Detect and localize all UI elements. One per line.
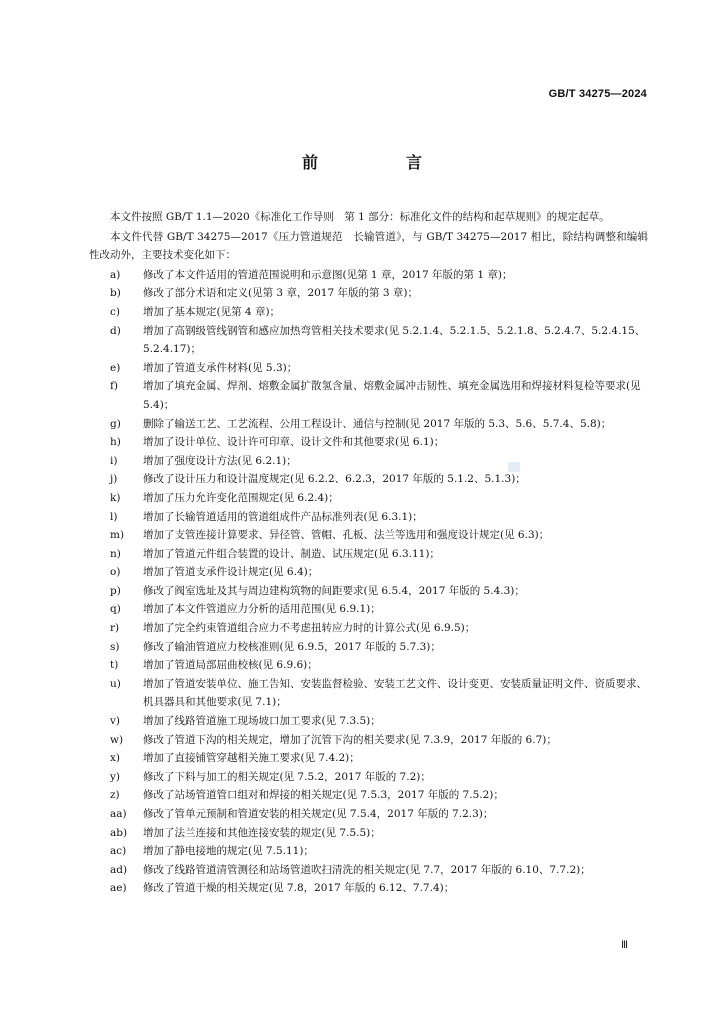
- list-item: [110, 600, 648, 619]
- list-item-label: ac): [110, 845, 127, 858]
- list-item: [110, 805, 648, 824]
- list-item-text: 增加了长输管道适用的管道组成件产品标准列表(见 6.3.1)；: [143, 510, 423, 523]
- list-item-label: g): [110, 417, 121, 430]
- list-item: [110, 675, 648, 712]
- list-item-text: 增加了管道安装单位、施工告知、安装监督检验、安装工艺文件、设计变更、安装质量证明文件、资质要求、机具器具和其他要求(见 7.1)；: [143, 677, 647, 709]
- list-item-label: q): [110, 603, 121, 616]
- list-item-text: 增加了管道元件组合装置的设计、制造、试压规定(见 6.3.11)；: [143, 547, 440, 560]
- list-item: [110, 545, 648, 564]
- list-item-label: v): [110, 715, 121, 728]
- list-item: [110, 359, 648, 378]
- list-item: [110, 749, 648, 768]
- list-item-text: 增加了法兰连接和其他连接安装的规定(见 7.5.5)；: [143, 826, 381, 839]
- list-item-label: ab): [110, 826, 128, 839]
- list-item-text: 增加了本文件管道应力分析的适用范围(见 6.9.1)；: [143, 603, 381, 616]
- list-item-label: j): [110, 473, 118, 486]
- list-item-label: a): [110, 268, 121, 281]
- list-item: [110, 489, 648, 508]
- list-item-text: 修改了阀室选址及其与周边建构筑物的间距要求(见 6.5.4，2017 年版的 5.4.3)；: [143, 584, 525, 597]
- list-item-text: 增加了线路管道施工现场坡口加工要求(见 7.3.5)；: [143, 715, 381, 728]
- list-item: [110, 824, 648, 843]
- list-item-text: 增加了基本规定(见第 4 章)；: [143, 305, 281, 318]
- list-item: [110, 508, 648, 527]
- list-item-text: 增加了静电接地的规定(见 7.5.11)；: [143, 845, 314, 858]
- list-item-text: 修改了管道下沟的相关规定，增加了沉管下沟的相关要求(见 7.3.9，2017 年版的 6.7)；: [143, 733, 557, 746]
- list-item: [110, 284, 648, 303]
- list-item-label: z): [110, 789, 120, 802]
- list-item-label: t): [110, 659, 119, 672]
- list-item: [110, 712, 648, 731]
- list-item-label: ad): [110, 863, 128, 876]
- list-item-text: 增加了压力允许变化范围规定(见 6.2.4)；: [143, 491, 339, 504]
- list-item-text: 修改了下料与加工的相关规定(见 7.5.2，2017 年版的 7.2)；: [143, 770, 431, 783]
- list-item-text: 增加了管道支承件材料(见 5.3)；: [143, 361, 298, 374]
- list-item-text: 增加了完全约束管道组合应力不考虑扭转应力时的计算公式(见 6.9.5)；: [143, 622, 476, 635]
- list-item-label: aa): [110, 808, 127, 820]
- list-item: [110, 470, 648, 489]
- list-item-label: y): [110, 770, 121, 783]
- list-item: [110, 619, 648, 638]
- list-item-label: l): [110, 510, 118, 523]
- change-list: [110, 266, 648, 898]
- list-item-label: e): [110, 361, 121, 374]
- list-item-text: 增加了管道支承件设计规定(见 6.4)；: [143, 566, 319, 579]
- list-item: [110, 731, 648, 750]
- page-number: Ⅲ: [621, 940, 628, 951]
- list-item-label: i): [110, 454, 118, 467]
- list-item-text: 修改了输油管道应力校核准则(见 6.9.5，2017 年版的 5.7.3)；: [143, 640, 441, 653]
- page-title: 前 言: [301, 153, 458, 172]
- list-item-label: u): [110, 677, 121, 690]
- list-item-text: 修改了管道干燥的相关规定(见 7.8，2017 年版的 6.12、7.7.4)；: [143, 882, 455, 895]
- intro-paragraph: 本文件按照 GB/T 1.1—2020《标准化工作导则 第 1 部分：标准化文件的结构和起草规则》的规定起草。: [110, 211, 610, 223]
- list-item-label: b): [110, 287, 121, 300]
- document-body: [89, 208, 648, 898]
- list-item: [110, 415, 648, 434]
- list-item-label: ae): [110, 882, 127, 895]
- list-item-label: w): [110, 733, 124, 746]
- replacement-paragraph: 本文件代替 GB/T 34275—2017《压力管道规范 长输管道》，与 GB/T 34275—2017 相比，除结构调整和编辑性改动外，主要技术变化如下：: [89, 230, 648, 262]
- list-item: [110, 768, 648, 787]
- list-item: [110, 322, 648, 359]
- list-item-text: 删除了输送工艺、工艺流程、公用工程设计、通信与控制(见 2017 年版的 5.3、5.6、5.7.4、5.8)；: [143, 417, 612, 430]
- list-item-label: x): [110, 752, 121, 765]
- list-item: [110, 786, 648, 805]
- list-item: [110, 842, 648, 861]
- list-item-text: 修改了管单元预制和管道安装的相关规定(见 7.5.4，2017 年版的 7.2.3)；: [143, 808, 494, 820]
- list-item-label: s): [110, 640, 120, 653]
- list-item-text: 增加了管道局部屈曲校核(见 6.9.6)；: [143, 659, 318, 672]
- list-item-text: 增加了高钢级管线钢管和感应加热弯管相关技术要求(见 5.2.1.4、5.2.1.5、5.2.1.8、5.2.4.7、5.2.4.15、5.2.4.17)；: [143, 324, 646, 356]
- list-item: [110, 656, 648, 675]
- list-item-label: f): [110, 380, 118, 393]
- list-item: [110, 563, 648, 582]
- list-item: [110, 377, 648, 414]
- list-item: [110, 582, 648, 601]
- list-item: [110, 861, 648, 880]
- list-item-label: k): [110, 491, 121, 504]
- list-item: [110, 433, 648, 452]
- list-item: [110, 266, 648, 285]
- list-item-text: 修改了站场管道管口组对和焊接的相关规定(见 7.5.3，2017 年版的 7.5.2)；: [143, 789, 504, 802]
- list-item-text: 修改了部分术语和定义(见第 3 章，2017 年版的第 3 章)；: [143, 287, 418, 300]
- list-item: [110, 526, 648, 545]
- list-item-label: h): [110, 436, 121, 449]
- list-item: [110, 452, 648, 471]
- list-item-label: d): [110, 324, 121, 337]
- list-item: [110, 879, 648, 898]
- list-item-label: c): [110, 305, 120, 318]
- list-item-label: o): [110, 566, 121, 579]
- list-item-label: r): [110, 622, 120, 635]
- list-item: [110, 303, 648, 322]
- list-item-text: 修改了本文件适用的管道范围说明和示意图(见第 1 章，2017 年版的第 1 章)；: [143, 268, 513, 281]
- list-item-label: p): [110, 584, 121, 597]
- list-item: [110, 638, 648, 657]
- list-item-text: 修改了设计压力和设计温度规定(见 6.2.2、6.2.3，2017 年版的 5.1.2、5.1.3)；: [143, 473, 526, 486]
- document-code: GB/T 34275—2024: [548, 88, 647, 100]
- list-item-label: n): [110, 547, 121, 560]
- scan-mark-icon: [508, 462, 520, 472]
- list-item-text: 增加了强度设计方法(见 6.2.1)；: [143, 454, 297, 467]
- list-item-text: 增加了填充金属、焊剂、熔敷金属扩散氢含量、熔敷金属冲击韧性、填充金属选用和焊接材料复检等要求(见 5.4)；: [143, 380, 641, 411]
- list-item-text: 增加了支管连接计算要求、异径管、管帽、孔板、法兰等选用和强度设计规定(见 6.3)；: [143, 529, 550, 542]
- list-item-text: 增加了直接铺管穿越相关施工要求(见 7.4.2)；: [143, 752, 360, 765]
- list-item-text: 修改了线路管道清管测径和站场管道吹扫清洗的相关规定(见 7.7，2017 年版的 6.10、7.7.2)；: [143, 863, 591, 876]
- list-item-text: 增加了设计单位、设计许可印章、设计文件和其他要求(见 6.1)；: [143, 436, 445, 449]
- list-item-label: m): [110, 529, 125, 542]
